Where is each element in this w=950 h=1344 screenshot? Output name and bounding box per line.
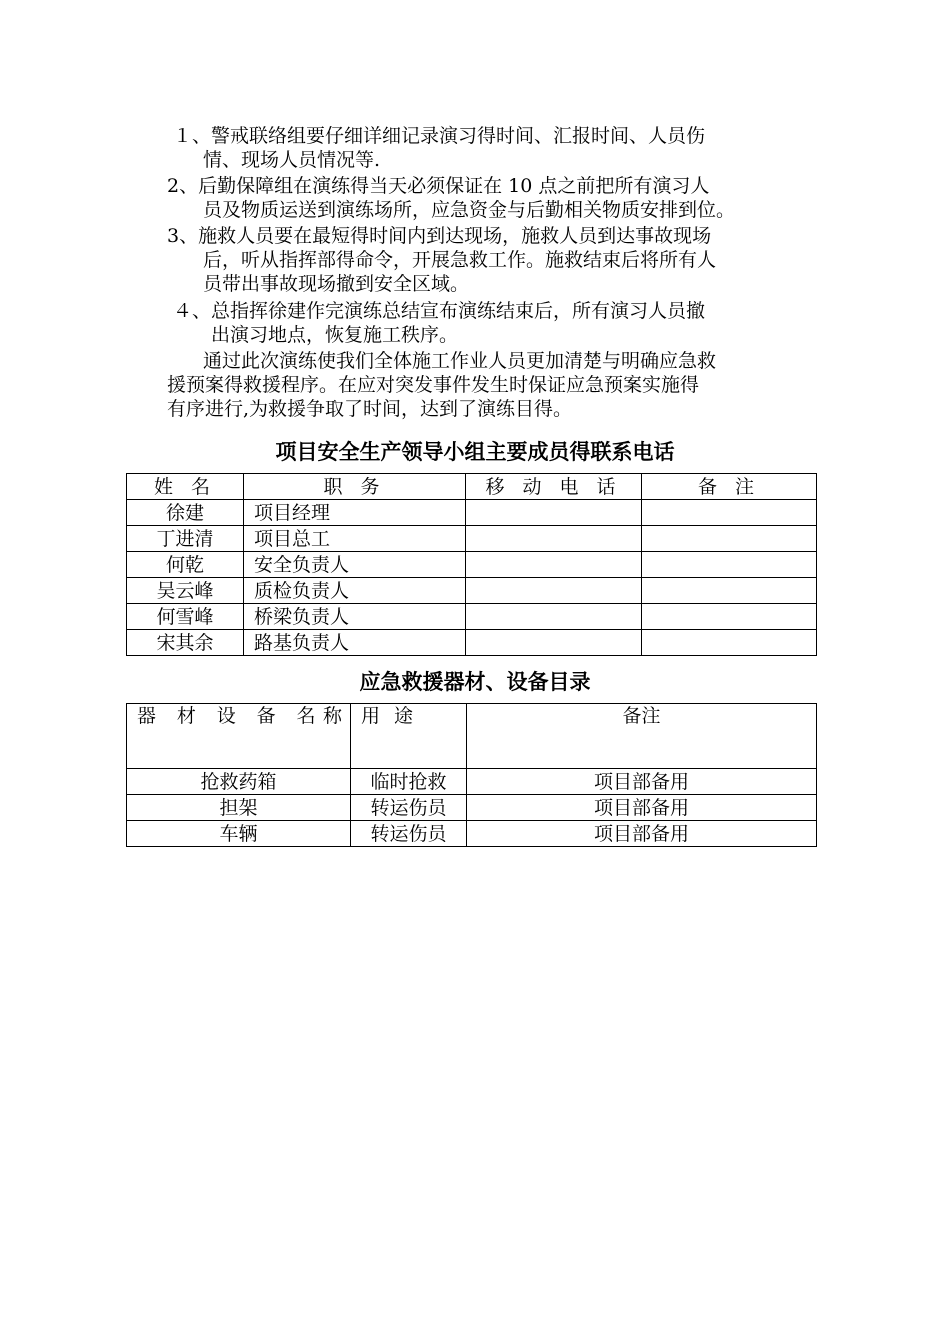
paragraph-4	[167, 299, 827, 347]
paragraph-text: 警戒联络组要仔细详细记录演习得时间、汇报时间、人员伤	[211, 125, 706, 147]
paragraph-1	[167, 124, 827, 172]
paragraph-continuation: 后，听从指挥部得命令，开展急救工作。施救结束后将所有人	[203, 249, 717, 271]
cell-note: 项目部备用	[467, 821, 817, 847]
header-note: 备 注	[642, 474, 817, 500]
summary-line: 有序进行,为救援争取了时间，达到了演练目得。	[167, 398, 573, 420]
cell-note	[642, 578, 817, 604]
cell-role: 项目总工	[244, 526, 466, 552]
cell-note: 项目部备用	[467, 795, 817, 821]
paragraph-continuation: 情、现场人员情况等.	[203, 149, 381, 171]
table-row	[127, 795, 817, 821]
cell-use: 转运伤员	[351, 821, 467, 847]
cell-name: 吴云峰	[127, 578, 244, 604]
cell-note: 项目部备用	[467, 769, 817, 795]
summary-line: 通过此次演练使我们全体施工作业人员更加清楚与明确应急救	[203, 350, 717, 372]
paragraph-text: 后勤保障组在演练得当天必须保证在 10 点之前把所有演习人	[198, 175, 710, 197]
table-header-row	[127, 704, 817, 769]
table-row	[127, 769, 817, 795]
cell-role: 项目经理	[244, 500, 466, 526]
paragraph-continuation: 员及物质运送到演练场所，应急资金与后勤相关物质安排到位。	[203, 199, 736, 221]
header-equipment-name: 器 材 设 备 名称	[127, 704, 351, 769]
header-note: 备注	[467, 704, 817, 769]
paragraph-continuation: 员带出事故现场撤到安全区域。	[203, 273, 470, 295]
cell-note	[642, 552, 817, 578]
cell-role: 路基负责人	[244, 630, 466, 656]
cell-equipment-name: 抢救药箱	[127, 769, 351, 795]
table-row	[127, 604, 817, 630]
summary-line: 援预案得救援程序。在应对突发事件发生时保证应急预案实施得	[167, 374, 700, 396]
cell-use: 转运伤员	[351, 795, 467, 821]
header-name: 姓 名	[127, 474, 244, 500]
cell-note	[642, 526, 817, 552]
cell-name: 徐建	[127, 500, 244, 526]
table-row	[127, 821, 817, 847]
cell-role: 桥梁负责人	[244, 604, 466, 630]
header-role: 职 务	[244, 474, 466, 500]
cell-role: 质检负责人	[244, 578, 466, 604]
paragraph-continuation: 出演习地点，恢复施工秩序。	[211, 324, 459, 346]
paragraph-3	[167, 224, 827, 296]
cell-note	[642, 604, 817, 630]
table-header-row	[127, 474, 817, 500]
paragraph-number: 2、	[167, 175, 199, 197]
cell-role: 安全负责人	[244, 552, 466, 578]
table-row	[127, 500, 817, 526]
table-row	[127, 552, 817, 578]
paragraph-number: ４、	[173, 300, 212, 322]
cell-name: 何乾	[127, 552, 244, 578]
paragraph-number: １、	[173, 125, 212, 147]
paragraph-text: 总指挥徐建作完演练总结宣布演练结束后，所有演习人员撤	[211, 300, 706, 322]
paragraph-text: 施救人员要在最短得时间内到达现场，施救人员到达事故现场	[198, 225, 712, 247]
cell-phone	[466, 526, 642, 552]
cell-phone	[466, 500, 642, 526]
paragraph-number: 3、	[167, 225, 199, 247]
contacts-table	[126, 473, 817, 656]
cell-name: 丁进清	[127, 526, 244, 552]
cell-equipment-name: 担架	[127, 795, 351, 821]
cell-note	[642, 500, 817, 526]
cell-equipment-name: 车辆	[127, 821, 351, 847]
header-phone: 移 动 电 话	[466, 474, 642, 500]
cell-phone	[466, 578, 642, 604]
table-row	[127, 578, 817, 604]
table-row	[127, 630, 817, 656]
equipment-title: 应急救援器材、设备目录	[359, 670, 591, 694]
header-use: 用 途	[351, 704, 467, 769]
cell-note	[642, 630, 817, 656]
contacts-title: 项目安全生产领导小组主要成员得联系电话	[275, 440, 675, 464]
table-row	[127, 526, 817, 552]
cell-phone	[466, 604, 642, 630]
cell-name: 宋其余	[127, 630, 244, 656]
summary-paragraph	[167, 349, 827, 421]
equipment-table	[126, 703, 817, 847]
cell-name: 何雪峰	[127, 604, 244, 630]
cell-use: 临时抢救	[351, 769, 467, 795]
cell-phone	[466, 552, 642, 578]
cell-phone	[466, 630, 642, 656]
paragraph-2	[167, 174, 827, 222]
